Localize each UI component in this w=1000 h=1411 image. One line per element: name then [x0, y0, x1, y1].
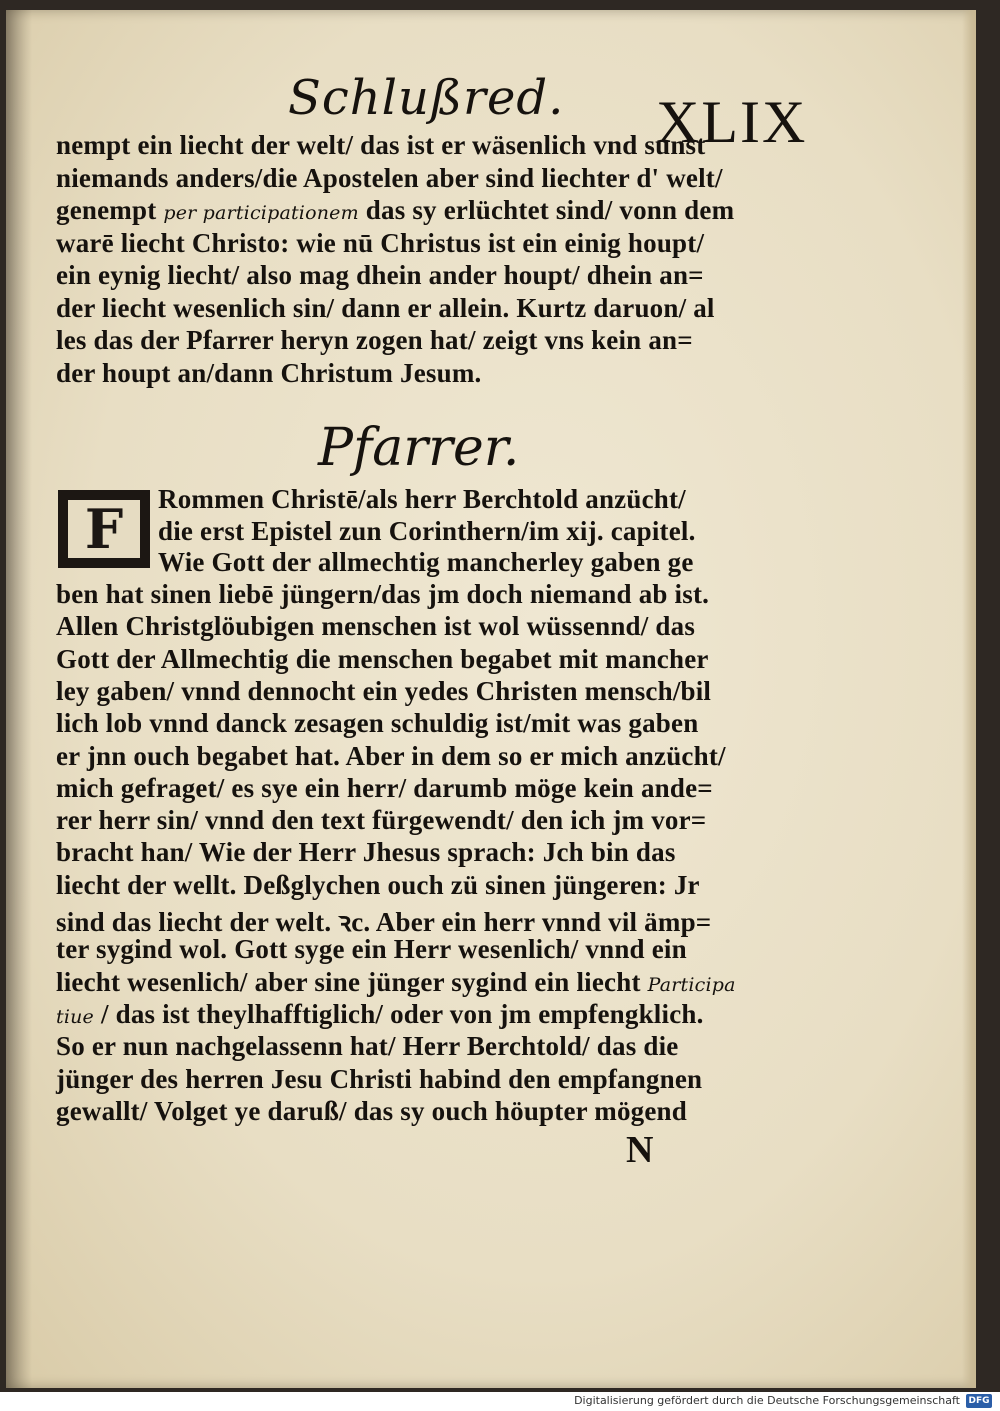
text-line: [56, 741, 726, 772]
text-line: [56, 325, 693, 356]
text-line: [56, 773, 713, 804]
text-line: [56, 130, 705, 161]
footer-bar: [0, 1392, 1000, 1411]
text-segment: jünger des herren Jesu Christi habind den empfangnen: [56, 1063, 703, 1094]
latin-term: tiue: [56, 1005, 94, 1028]
text-segment: er jnn ouch begabet hat. Aber in dem so er mich anzücht/: [56, 740, 726, 771]
text-line: Wie Gott der allmechtig mancherley gaben ge: [158, 547, 694, 577]
text-segment: Allen Christglöubigen menschen ist wol wüssennd/ das: [56, 611, 696, 642]
book-page: [6, 10, 976, 1388]
text-line: [56, 1064, 702, 1095]
funding-credit: Digitalisierung gefördert durch die Deutsche Forschungsgemeinschaft: [574, 1394, 960, 1407]
text-line: [56, 195, 734, 226]
latin-term: Participa: [647, 973, 736, 996]
text-line: [56, 358, 481, 389]
text-line: die erst Epistel zun Corinthern/im xij. capitel.: [158, 515, 696, 546]
text-segment: Gott der Allmechtig die menschen begabet mit mancher: [56, 643, 709, 674]
page-edge: [962, 10, 976, 1388]
spine-shadow: [6, 10, 32, 1388]
text-line: [56, 837, 676, 868]
text-segment: der houpt an/dann Christum Jesum.: [56, 357, 482, 388]
text-line: [56, 805, 706, 836]
text-line: [56, 163, 723, 194]
text-segment: genempt: [56, 195, 164, 225]
text-line: Rommen Christē/als herr Berchtold anzücht/: [158, 484, 686, 514]
text-segment: rer herr sin/ vnnd den text fürgewendt/ den ich jm vor=: [56, 805, 707, 836]
text-line: [56, 1031, 678, 1062]
text-segment: ter sygind wol. Gott syge ein Herr wesenlich/ vnnd ein: [56, 934, 687, 965]
dfg-logo: DFG: [966, 1394, 992, 1408]
catchword: N: [626, 1129, 654, 1171]
text-segment: das sy erlüchtet sind/ vonn dem: [358, 195, 735, 225]
text-line: [56, 676, 711, 707]
text-segment: les das der Pfarrer heryn zogen hat/ zeigt vns kein an=: [56, 325, 693, 355]
text-segment: liecht der wellt. Deßglychen ouch zü sinen jüngeren: Jr: [56, 869, 700, 900]
initial-letter: F: [84, 497, 124, 561]
text-segment: ein eynig liecht/ also mag dhein ander houpt/ dhein an=: [56, 260, 704, 290]
text-segment: sind das liecht der welt. ꝛc. Aber ein herr vnnd vil ämp=: [56, 907, 712, 937]
text-segment: bracht han/ Wie der Herr Jhesus sprach: Jch bin das: [56, 837, 676, 868]
text-line: [56, 999, 704, 1030]
running-title: Schlußred.: [288, 70, 565, 126]
text-line: [56, 293, 715, 324]
text-line: [56, 228, 704, 259]
section-title: Pfarrer.: [318, 418, 520, 478]
text-line: [56, 579, 709, 610]
text-segment: niemands anders/die Apostelen aber sind liechter d' welt/: [56, 162, 723, 193]
text-line: [56, 1096, 687, 1127]
text-line: [56, 934, 687, 965]
text-segment: der liecht wesenlich sin/ dann er allein. Kurtz daruon/ al: [56, 292, 715, 323]
text-line: [56, 260, 704, 291]
text-segment: So er nun nachgelassenn hat/ Herr Berchtold/ das die: [56, 1031, 679, 1062]
text-segment: mich gefraget/ es sye ein herr/ darumb möge kein ande=: [56, 772, 713, 803]
latin-term: per participationem: [163, 202, 359, 224]
text-line: [56, 611, 695, 642]
decorated-initial: [58, 490, 150, 568]
text-line: [56, 708, 698, 739]
text-segment: gewallt/ Volget ye daruß/ das sy ouch höupter mögend: [56, 1095, 687, 1126]
folio-number: XLIX: [656, 89, 808, 155]
text-segment: lich lob vnnd danck zesagen schuldig ist/mit was gaben: [56, 708, 699, 739]
text-segment: warē liecht Christo: wie nū Christus ist ein einig houpt/: [56, 227, 705, 258]
text-line: [56, 870, 700, 901]
text-segment: liecht wesenlich/ aber sine jünger sygind ein liecht: [56, 966, 648, 997]
text-line: [56, 644, 709, 675]
text-line: [56, 967, 736, 998]
text-segment: nempt ein liecht der welt/ das ist er wäsenlich vnd sunst: [56, 130, 706, 160]
text-segment: ley gaben/ vnnd dennocht ein yedes Christen mensch/bil: [56, 675, 712, 706]
text-segment: ben hat sinen liebē jüngern/das jm doch niemand ab ist.: [56, 579, 710, 609]
text-segment: / das ist theylhafftiglich/ oder von jm empfengklich.: [94, 998, 704, 1029]
